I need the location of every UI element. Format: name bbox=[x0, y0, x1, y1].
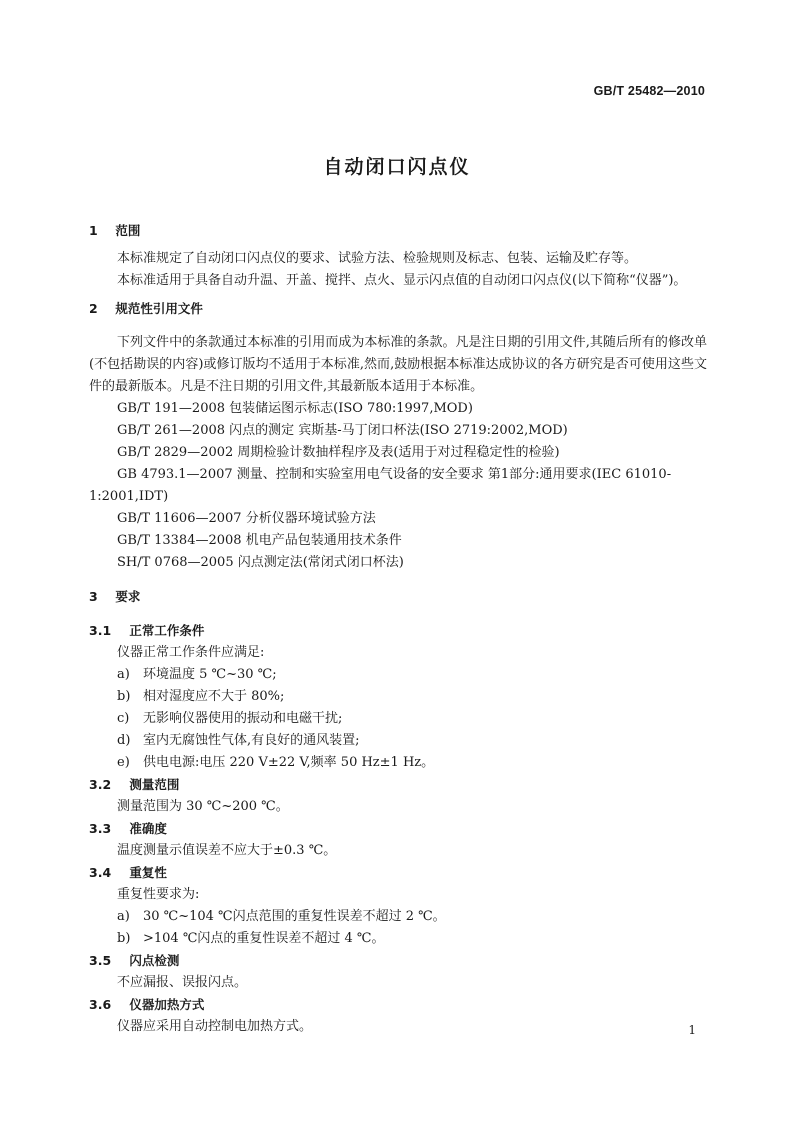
paragraph: 重复性要求为: bbox=[117, 887, 200, 902]
paragraph: 本标准适用于具备自动升温、开盖、搅拌、点火、显示闪点值的自动闭口闪点仪(以下简称“仪器”)。 bbox=[117, 273, 687, 288]
reference-item: GB/T 191—2008 包装储运图示标志(ISO 780:1997,MOD) bbox=[117, 401, 473, 416]
subsection-number: 3.3 bbox=[89, 821, 112, 836]
paragraph: 不应漏报、误报闪点。 bbox=[117, 975, 248, 990]
subsection-3-2-heading bbox=[89, 774, 707, 796]
paragraph: 下列文件中的条款通过本标准的引用而成为本标准的条款。凡是注日期的引用文件,其随后所有的修改单(不包括勘误的内容)或修订版均不适用于本标准,然而,鼓励根据本标准达成协议的各方研究是否可使用这些文件的最新版本。凡是不注日期的引用文件,其最新版本适用于本标准。 bbox=[89, 335, 707, 394]
section-2-heading bbox=[89, 298, 707, 320]
subsection-number: 3.1 bbox=[89, 623, 112, 638]
subsection-number: 3.6 bbox=[89, 997, 112, 1012]
reference-item: GB/T 11606—2007 分析仪器环境试验方法 bbox=[117, 511, 376, 526]
subsection-title: 准确度 bbox=[129, 821, 167, 836]
subsection-3-6-heading bbox=[89, 994, 707, 1016]
subsection-number: 3.2 bbox=[89, 777, 112, 792]
section-title: 要求 bbox=[115, 589, 141, 604]
paragraph: 本标准规定了自动闭口闪点仪的要求、试验方法、检验规则及标志、包装、运输及贮存等。 bbox=[117, 251, 638, 266]
subsection-title: 闪点检测 bbox=[129, 953, 180, 968]
section-1-heading bbox=[89, 220, 707, 242]
standard-code: GB/T 25482—2010 bbox=[593, 84, 705, 98]
subsection-number: 3.5 bbox=[89, 953, 112, 968]
reference-item: GB 4793.1—2007 测量、控制和实验室用电气设备的安全要求 第1部分:通用要求(IEC 61010-1:2001,IDT) bbox=[89, 467, 672, 504]
subsection-3-1-heading bbox=[89, 620, 707, 642]
subsection-3-4-heading bbox=[89, 862, 707, 884]
document-body bbox=[89, 220, 707, 1038]
list-item: c) 无影响仪器使用的振动和电磁干扰; bbox=[117, 711, 343, 726]
subsection-title: 仪器加热方式 bbox=[129, 997, 205, 1012]
reference-item: GB/T 261—2008 闪点的测定 宾斯基-马丁闭口杯法(ISO 2719:2002,MOD) bbox=[117, 423, 568, 438]
list-item: b) >104 ℃闪点的重复性误差不超过 4 ℃。 bbox=[117, 931, 385, 946]
page-number: 1 bbox=[688, 1023, 696, 1037]
document-title: 自动闭口闪点仪 bbox=[323, 156, 471, 178]
subsection-title: 测量范围 bbox=[129, 777, 180, 792]
reference-item: SH/T 0768—2005 闪点测定法(常闭式闭口杯法) bbox=[117, 555, 404, 570]
section-title: 规范性引用文件 bbox=[115, 301, 203, 316]
section-number: 1 bbox=[89, 223, 98, 238]
section-number: 3 bbox=[89, 589, 98, 604]
subsection-3-5-heading bbox=[89, 950, 707, 972]
paragraph: 仪器正常工作条件应满足: bbox=[117, 645, 265, 660]
reference-item: GB/T 13384—2008 机电产品包装通用技术条件 bbox=[117, 533, 402, 548]
reference-item: GB/T 2829—2002 周期检验计数抽样程序及表(适用于对过程稳定性的检验) bbox=[117, 445, 560, 460]
section-number: 2 bbox=[89, 301, 98, 316]
list-item: a) 30 ℃~104 ℃闪点范围的重复性误差不超过 2 ℃。 bbox=[117, 909, 446, 924]
section-3-heading bbox=[89, 586, 707, 608]
subsection-3-3-heading bbox=[89, 818, 707, 840]
paragraph: 温度测量示值误差不应大于±0.3 ℃。 bbox=[117, 843, 337, 858]
subsection-title: 重复性 bbox=[129, 865, 167, 880]
list-item: e) 供电电源:电压 220 V±22 V,频率 50 Hz±1 Hz。 bbox=[117, 755, 435, 770]
paragraph: 测量范围为 30 ℃~200 ℃。 bbox=[117, 799, 289, 814]
paragraph: 仪器应采用自动控制电加热方式。 bbox=[117, 1019, 313, 1034]
list-item: b) 相对湿度应不大于 80%; bbox=[117, 689, 285, 704]
section-title: 范围 bbox=[115, 223, 141, 238]
subsection-number: 3.4 bbox=[89, 865, 112, 880]
list-item: d) 室内无腐蚀性气体,有良好的通风装置; bbox=[117, 733, 360, 748]
subsection-title: 正常工作条件 bbox=[129, 623, 205, 638]
list-item: a) 环境温度 5 ℃~30 ℃; bbox=[117, 667, 277, 682]
